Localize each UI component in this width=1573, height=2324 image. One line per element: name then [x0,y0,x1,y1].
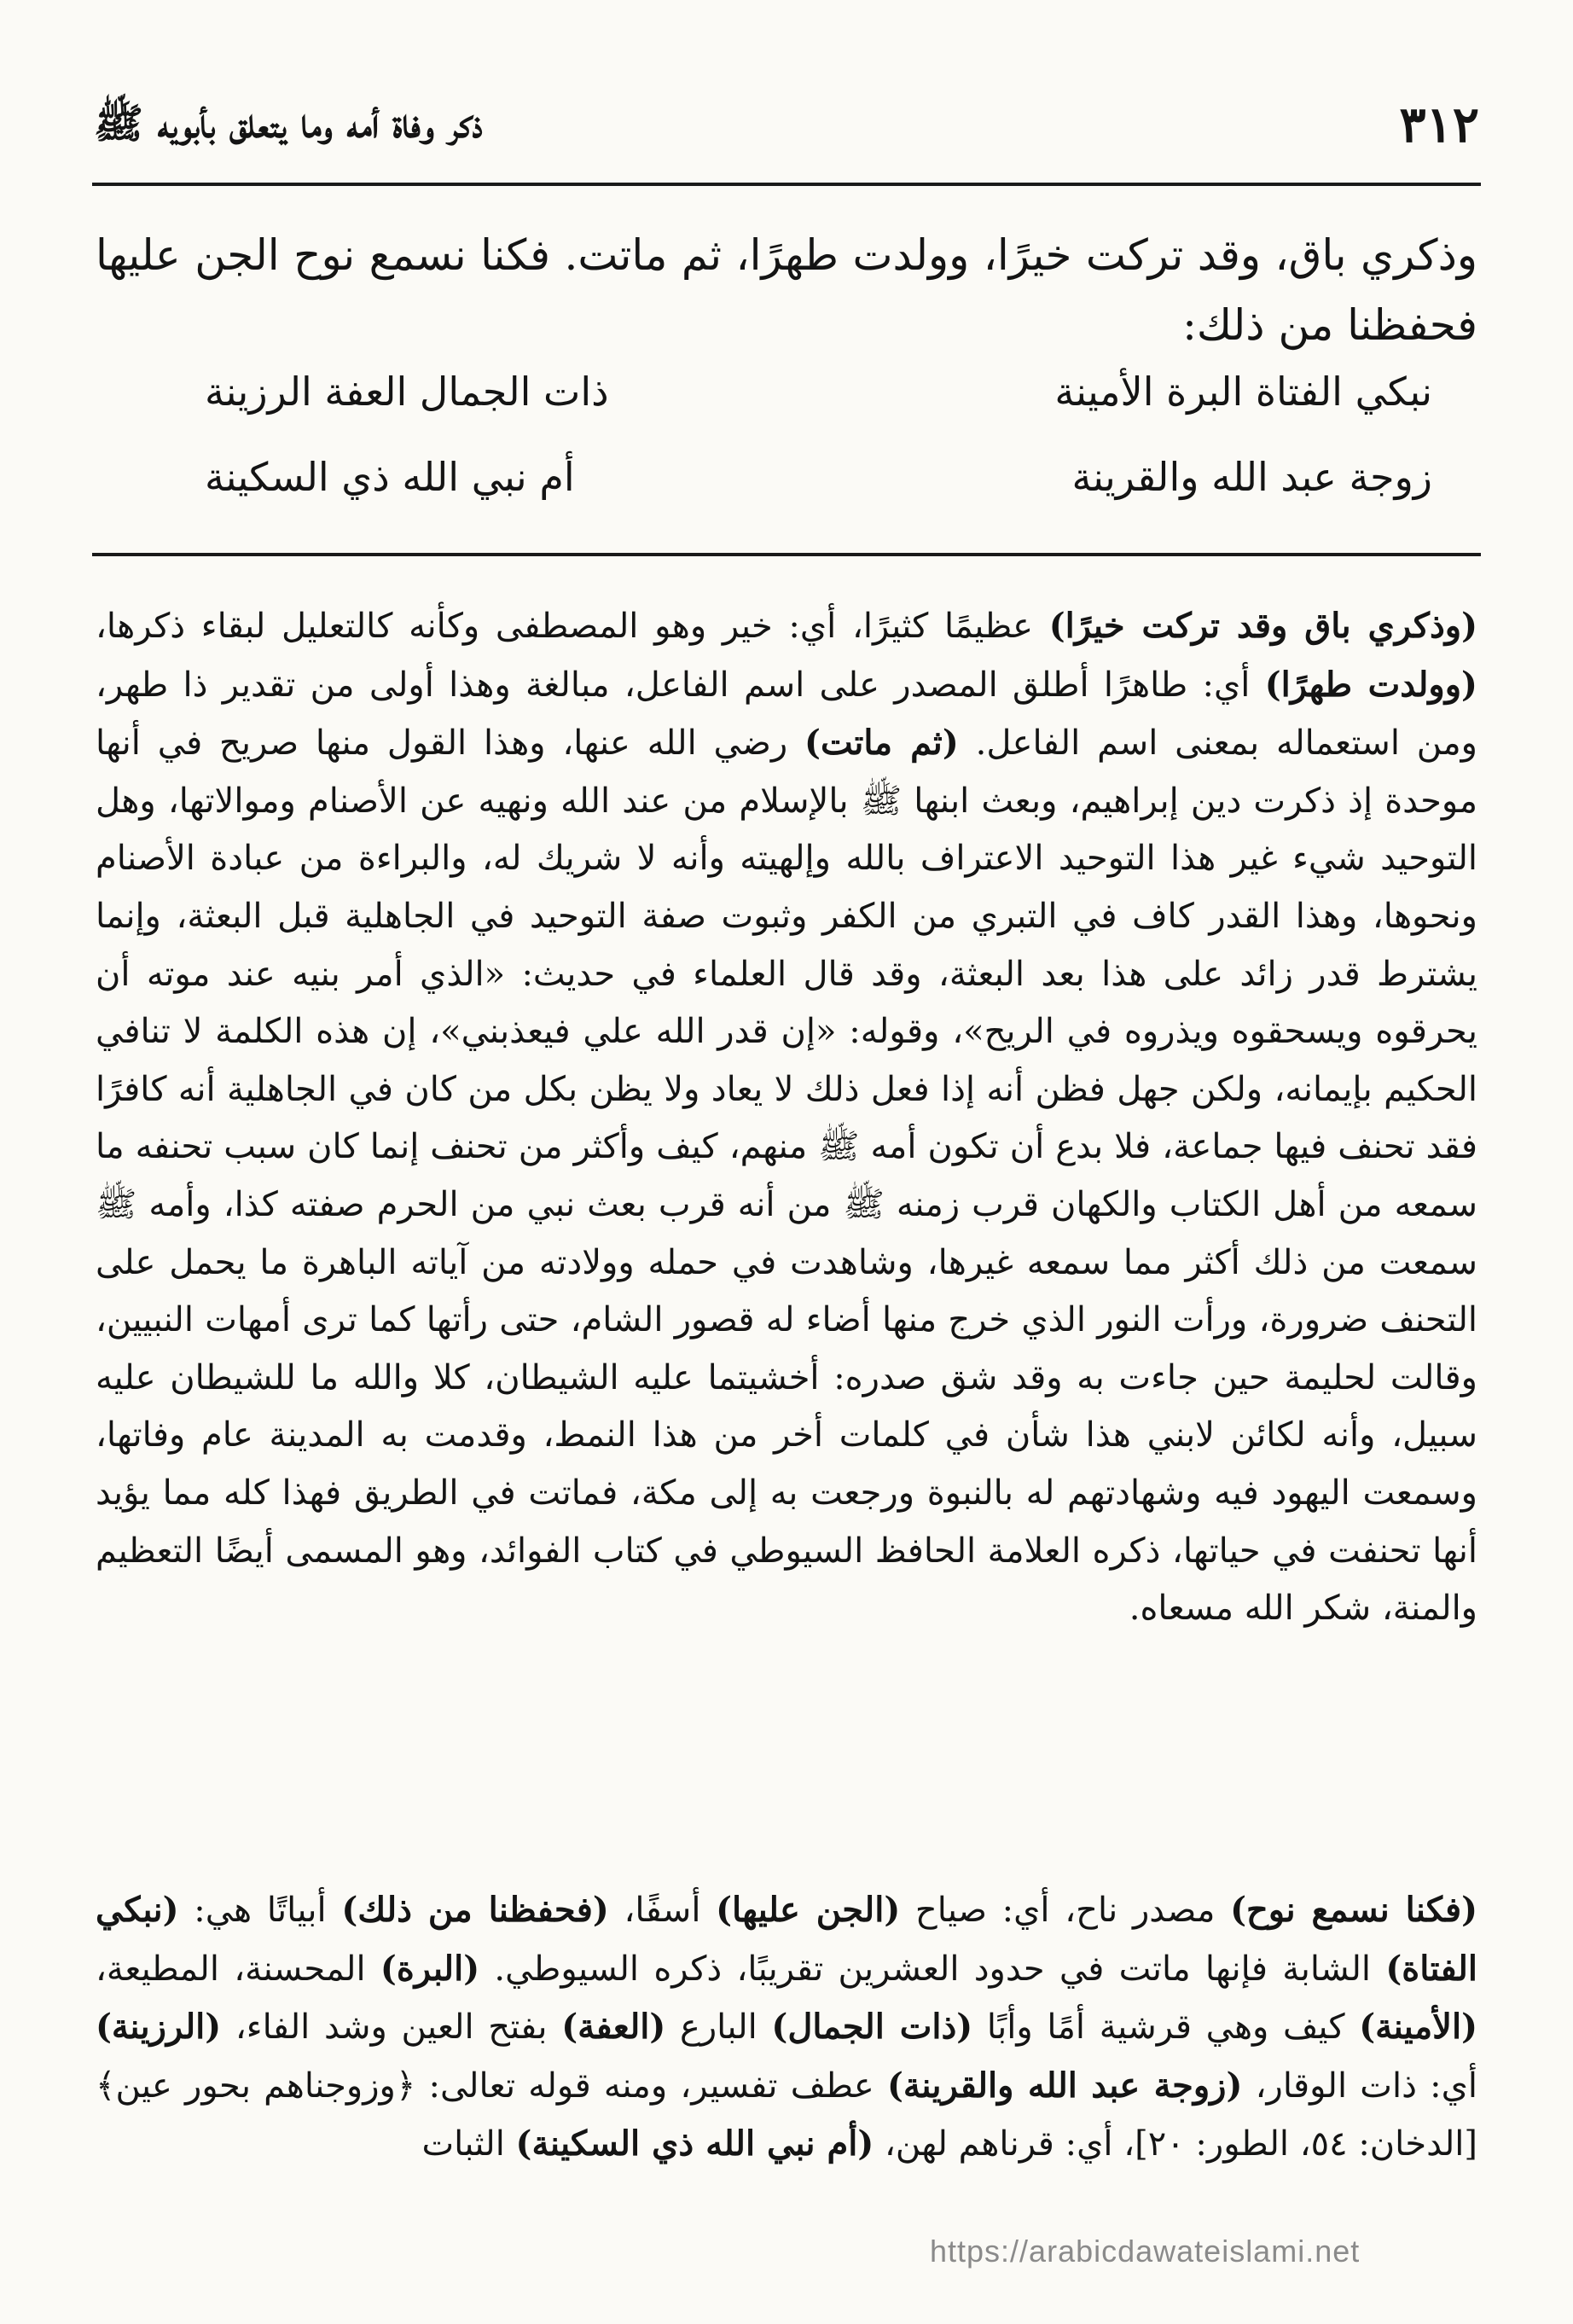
commentary-segment: المحسنة، المطيعة، [96,1949,380,1989]
commentary-text [96,1881,1477,2174]
quoted-phrase: (الأمينة) [1359,2007,1478,2048]
quoted-phrase: (فكنا نسمع نوح) [1230,1890,1478,1930]
running-title: ذكر وفاة أمه وما يتعلق بأبويه ﷺ [94,100,483,148]
main-text [96,220,1477,360]
commentary-segment: رضي الله عنها، وهذا القول منها صريح في أنها موحدة إذ ذكرت دين إبراهيم، وبعث ابنها ﷺ بالإسلام من عند الله ونهيه عن الأصنام وموالاتها، وهل التوحيد شيء غير هذا التوحيد الاعتراف بالله وإلهيته وأنه لا شريك له، والبراءة من عبادة الأصنام ونحوها، وهذا القدر كاف في التبري من الكفر وثبوت صفة التوحيد في الجاهلية قبل البعثة، وإنما يشترط قدر زائد على هذا بعد البعثة، وقد قال العلماء في حديث: «الذي أمر بنيه عند موته أن يحرقوه ويسحقوه ويذروه في الريح»، وقوله: «إن قدر الله علي فيعذبني»، إن هذه الكلمة لا تنافي الحكيم بإيمانه، ولكن جهل فظن أنه إذا فعل ذلك لا يعاد ولا يظن بكل من كان في الجاهلية أنه كافرًا فقد تحنف فيها جماعة، فلا بدع أن تكون أمه ﷺ منهم، كيف وأكثر من تحنف إنما كان سبب تحنفه ما سمعه من أهل الكتاب والكهان قرب زمنه ﷺ من أنه قرب بعث نبي من الحرم صفته كذا، وأمه ﷺ سمعت من ذلك أكثر مما سمعه غيرها، وشاهدت في حمله وولادته من آياته الباهرة ما يحمل على التحنف ضرورة، ورأت النور الذي خرج منها أضاء له قصور الشام، حتى رأتها كما ترى أمهات النبيين، وقالت لحليمة حين جاءت به وقد شق صدره: أخشيتما عليه الشيطان، كلا والله ما للشيطان عليه سبيل، وأنه لكائن لابني هذا شأن في كلمات أخر من هذا النمط، وقدمت به المدينة عام وفاتها، وسمعت اليهود فيه وشهادتهم له بالنبوة ورجعت به إلى مكة، فماتت في الطريق فهذا كله مما يؤيد أنها تحنفت في حياتها، ذكره العلامة الحافظ السيوطي في كتاب الفوائد، وهو المسمى أيضًا التعظيم والمنة، شكر الله مسعاه. [96,723,1478,1629]
quoted-phrase: (وولدت طهرًا) [1264,664,1477,705]
verse-hemistich-right: نبكي الفتاة البرة الأمينة [1054,369,1432,415]
page-number: ٣١٢ [1399,96,1479,154]
commentary-segment: أي: طاهرًا أطلق المصدر على اسم الفاعل، مبالغة وهذا أولى من تقدير ذا طهر، ومن استعماله بمعنى اسم الفاعل. [96,665,1477,764]
commentary-segment: الثبات [421,2124,516,2164]
commentary-segment: عظيمًا كثيرًا، أي: خير وهو المصطفى وكأنه كالتعليل لبقاء ذكرها، [96,607,1049,646]
commentary-segment: مصدر ناح، أي: صياح [900,1891,1231,1930]
main-prose: وذكري باق، وقد تركت خيرًا، وولدت طهرًا، ثم ماتت. فكنا نسمع نوح الجن عليها فحفظنا من ذلك: [96,230,1477,350]
quoted-phrase: (العفة) [561,2007,666,2048]
commentary-segment: كيف وهي قرشية أمًا وأبًا [972,2007,1360,2048]
commentary-divider [92,553,1481,556]
quoted-phrase: (الرزينة) [96,2007,222,2048]
watermark-url: https://arabicdawateislami.net [930,2234,1361,2269]
commentary-segment: الشابة فإنها ماتت في حدود العشرين تقريبًا، ذكره السيوطي. [479,1949,1386,1989]
commentary-text [96,597,1477,1638]
verse-hemistich-left: ذات الجمال العفة الرزينة [205,369,609,415]
quoted-phrase: (الجن عليها) [716,1890,901,1930]
header-divider [92,183,1481,186]
commentary-segment: بفتح العين وشد الفاء، [221,2007,562,2048]
quoted-phrase: (زوجة عبد الله والقرينة) [886,2065,1243,2106]
commentary-segment: عطف تفسير، ومنه قوله تعالى: ﴿وزوجناهم بحور عين﴾ [الدخان: ٥٤، الطور: ٢٠]، أي: قرناهم لهن، [96,2065,1477,2164]
quoted-phrase: (ذات الجمال) [771,2007,973,2048]
quoted-phrase: (فحفظنا من ذلك) [341,1890,609,1930]
poem-verses [205,369,1432,539]
quoted-phrase: (نبكي الفتاة) [96,1890,1477,1989]
quoted-phrase: (وذكري باق وقد تركت خيرًا) [1048,606,1477,646]
commentary-paragraph-2 [96,1881,1477,2174]
commentary-segment: أبياتًا هي: [178,1891,342,1930]
verse-line [205,454,1432,539]
verse-line [205,369,1432,454]
commentary-paragraph-1 [96,597,1477,1638]
quoted-phrase: (البرة) [380,1948,480,1989]
verse-hemistich-right: زوجة عبد الله والقرينة [1071,454,1432,500]
commentary-segment: أي: ذات الوقار، [1242,2065,1477,2106]
page-header [94,96,1479,164]
commentary-segment: أسفًا، [608,1891,717,1930]
quoted-phrase: (أم نبي الله ذي السكينة) [515,2124,874,2164]
commentary-segment: البارع [665,2007,772,2048]
quoted-phrase: (ثم ماتت) [804,723,959,764]
verse-hemistich-left: أم نبي الله ذي السكينة [205,454,575,500]
